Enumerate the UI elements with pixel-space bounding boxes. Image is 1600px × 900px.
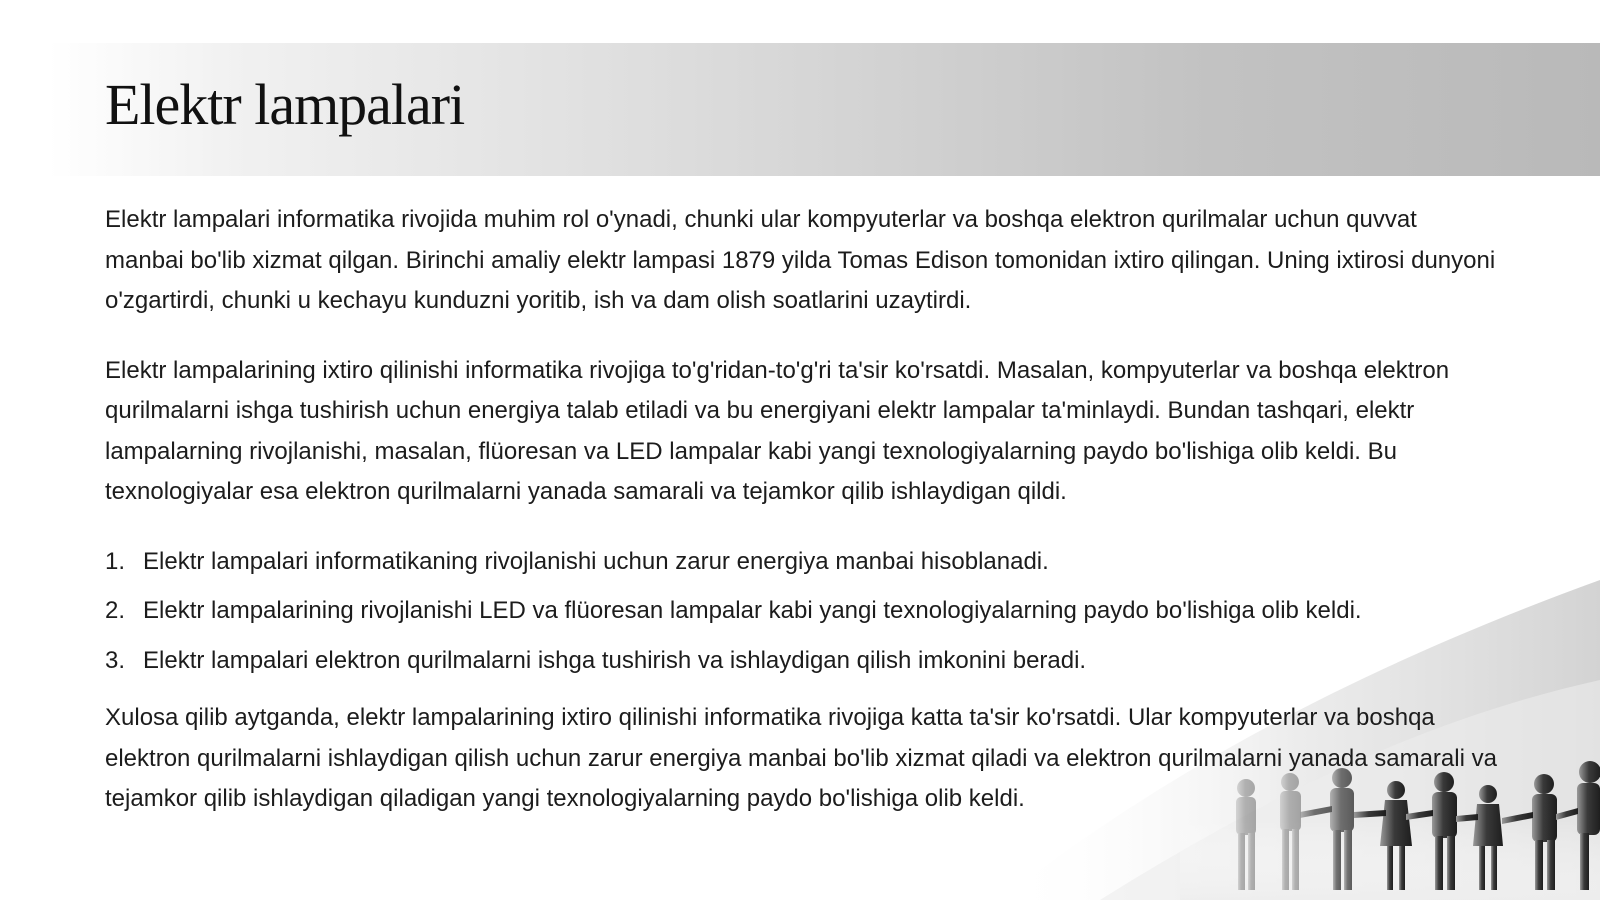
paragraph-impact: Elektr lampalarining ixtiro qilinishi informatika rivojiga to'g'ridan-to'g'ri ta'sir ko'rsatdi. Masalan, kompyuterlar va boshqa elektron qurilmalarni ishga tushirish uchun energiya talab etiladi va bu energiyani elektr lampalar ta'minlaydi. Bundan tashqari, elektr lampalarning rivojlanishi, masalan, flüoresan va LED lampalar kabi yangi texnologiyalarning paydo bo'lishiga olib keldi. Bu texnologiyalar esa elektron qurilmalarni yanada samarali va tejamkor qilib ishlaydigan qildi. [105,356,1450,505]
list-item-number: 1. [105,547,126,575]
paragraph-intro: Elektr lampalari informatika rivojida muhim rol o'ynadi, chunki ular kompyuterlar va boshqa elektron qurilmalar uchun quvvat manbai bo'lib xizmat qilgan. Birinchi amaliy elektr lampasi 1879 yilda Tomas Edison tomonidan ixtiro qilingan. Uning ixtirosi dunyoni o'zgartirdi, chunki u kechayu kunduzni yoritib, ish va dam olish soatlarini uzaytirdi. [105,206,1496,314]
list-item-text: Elektr lampalari elektron qurilmalarni ishga tushirish va ishlaydigan qilish imkonini beradi. [143,646,1087,674]
slide-body [105,200,1500,849]
list-item [105,591,1500,632]
list-item [105,542,1500,583]
list-item-text: Elektr lampalarining rivojlanishi LED va flüoresan lampalar kabi yangi texnologiyalarning paydo bo'lishiga olib keldi. [143,597,1362,624]
paragraph-conclusion: Xulosa qilib aytganda, elektr lampalarining ixtiro qilinishi informatika rivojiga katta ta'sir ko'rsatdi. Ular kompyuterlar va boshqa elektron qurilmalarni ishlaydigan qilish uchun zarur energiya manbai bo'lib xizmat qiladi va elektron qurilmalarni yanada samarali va tejamkor qilib ishlaydigan qiladigan yangi texnologiyalarning paydo bo'lishiga olib keldi. [105,704,1497,812]
slide-title: Elektr lampalari [105,72,465,137]
list-item-number: 3. [105,646,126,674]
list-item [105,641,1500,682]
numbered-list [105,542,1500,682]
list-item-number: 2. [105,597,126,624]
list-item-text: Elektr lampalari informatikaning rivojlanishi uchun zarur energiya manbai hisoblanadi. [143,547,1049,575]
